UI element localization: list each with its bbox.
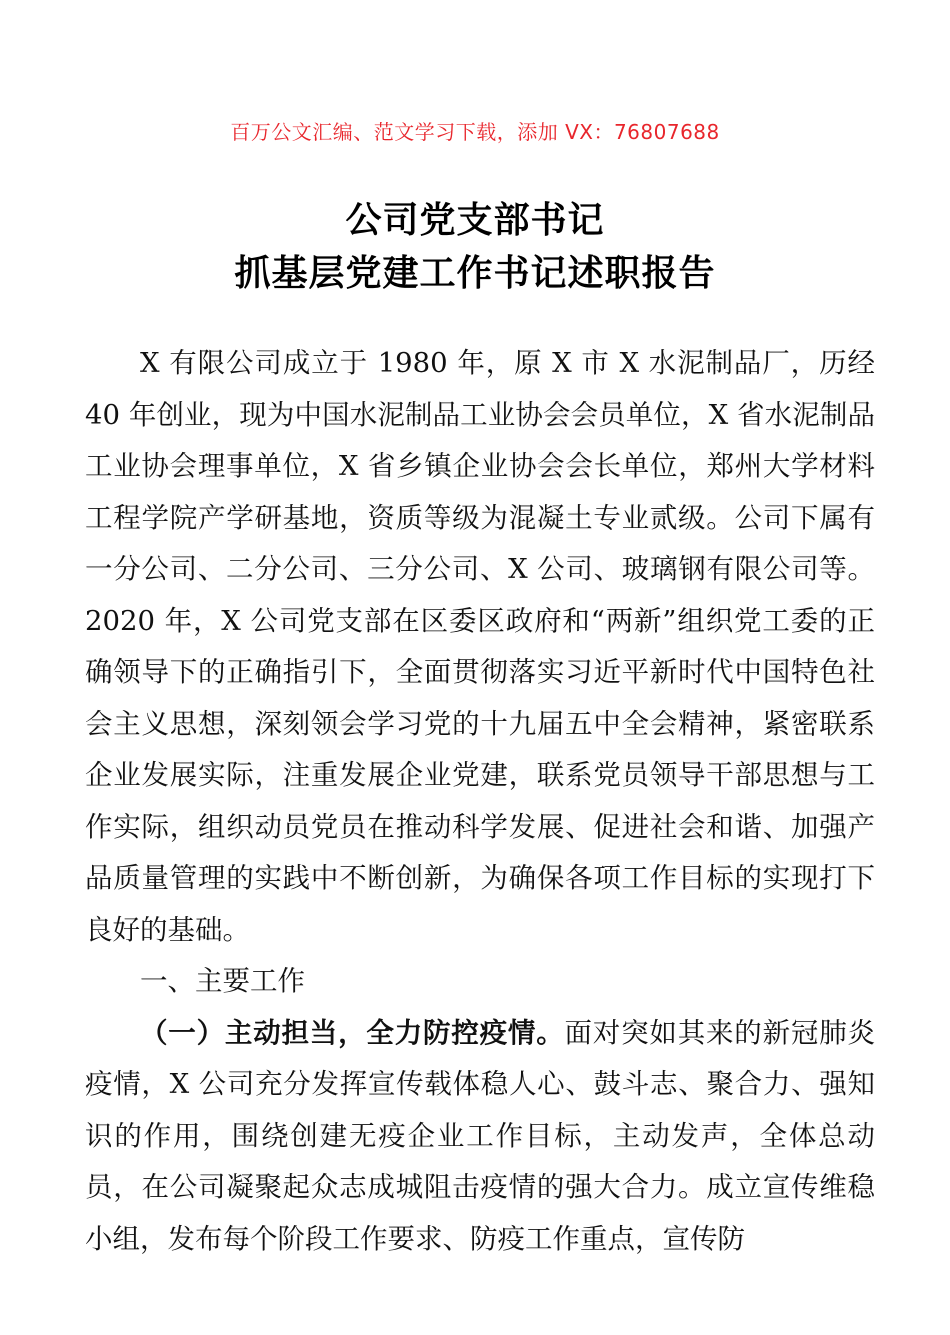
subsection-text: 面对突如其来的新冠肺炎疫情，X 公司充分发挥宣传载体稳人心、鼓斗志、聚合力、强知识的作用，围绕创建无疫企业工作目标，主动发声，全体总动员，在公司凝聚起众志成城阻击疫情的强大合力。成立宣传维稳小组，发布每个阶段工作要求、防疫工作重点，宣传防 [85, 1016, 875, 1255]
download-notice: 百万公文汇编、范文学习下载，添加 VX：76807688 [230, 120, 720, 144]
section-heading-main-work: 一、主要工作 [140, 965, 305, 997]
subsection-paragraph [85, 1008, 875, 1266]
document-title-line2: 抓基层党建工作书记述职报告 [234, 253, 716, 294]
subsection-lead: （一）主动担当，全力防控疫情。 [140, 1016, 565, 1049]
document-body [85, 338, 875, 1265]
document-title-line1: 公司党支部书记 [345, 200, 605, 241]
intro-paragraph: X 有限公司成立于 1980 年，原 X 市 X 水泥制品厂，历经 40 年创业，现为中国水泥制品工业协会会员单位，X 省水泥制品工业协会理事单位，X 省乡镇企业协会会长单位，郑州大学材料工程学院产学研基地，资质等级为混凝土专业贰级。公司下属有一分公司、二分公司、三分公司、X 公司、玻璃钢有限公司等。2020 年，X 公司党支部在区委区政府和“两新”组织党工委的正确领导下的正确指引下，全面贯彻落实习近平新时代中国特色社会主义思想，深刻领会学习党的十九届五中全会精神，紧密联系企业发展实际，注重发展企业党建，联系党员领导干部思想与工作实际，组织动员党员在推动科学发展、促进社会和谐、加强产品质量管理的实践中不断创新，为确保各项工作目标的实现打下良好的基础。 [85, 347, 875, 946]
